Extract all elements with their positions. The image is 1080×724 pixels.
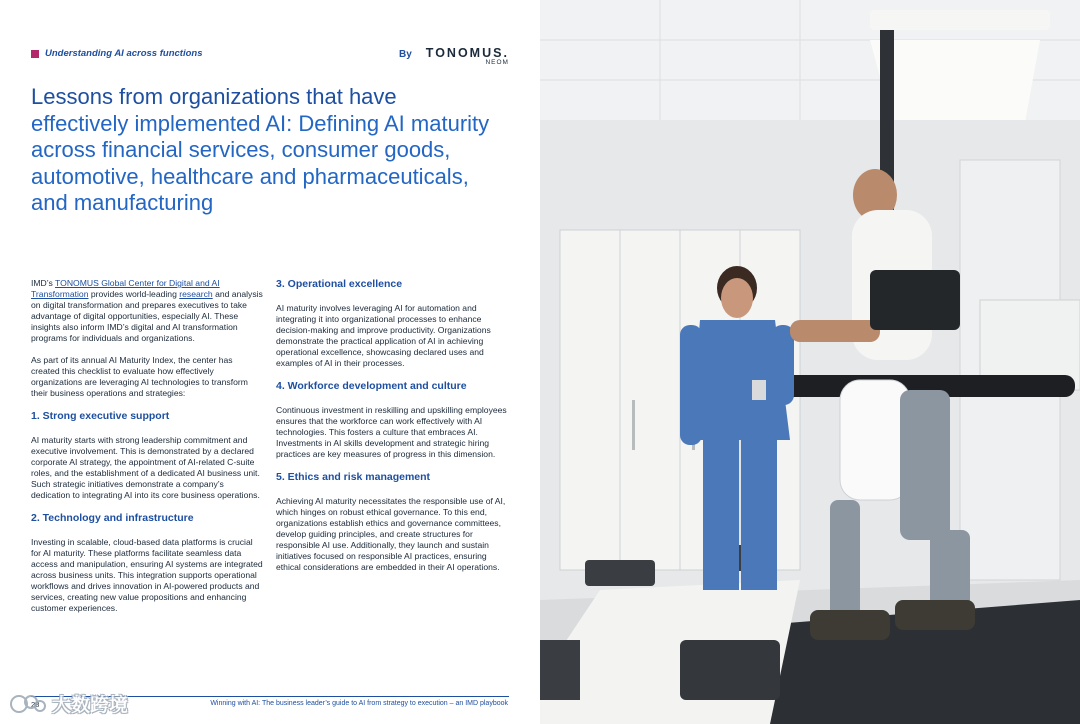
- page-number: 28: [31, 700, 40, 709]
- watermark-text: 大数跨境: [52, 695, 129, 716]
- photo-illustration: [540, 0, 1080, 724]
- section-heading-5: 5. Ethics and risk management: [276, 471, 431, 483]
- section-tag: [31, 48, 202, 59]
- brand-block: [399, 46, 509, 66]
- column-left: [31, 278, 263, 625]
- intro-paragraph-2: As part of its annual AI Maturity Index, the center has created this checklist to evaluate how effectively organizations are leveraging AI technologies to transform their business operations and strategies:: [31, 355, 248, 398]
- watermark: [8, 690, 128, 717]
- by-label: By: [399, 49, 412, 60]
- section-heading-3: 3. Operational excellence: [276, 278, 403, 290]
- section-body-1: AI maturity starts with strong leadership commitment and executive involvement. This is demonstrated by a declared corporate AI strategy, the appointment of AI-related C-suite roles, and the establishment of a dedicated AI business unit. Such strategic initiatives demonstrate a company’s dedication to integrating AI into its core business operations.: [31, 435, 260, 500]
- intro-suffix: and analysis on digital transformation and prepares executives to take advantage of digital opportunities, especially AI. These insights also inform IMD’s digital and AI transformation programs for individuals and organizations.: [31, 289, 263, 343]
- center-link[interactable]: TONOMUS Global Center for Digital and AI Transformation: [31, 278, 220, 299]
- section-heading-1: 1. Strong executive support: [31, 410, 170, 422]
- section-body-2: Investing in scalable, cloud-based data platforms is crucial for AI maturity. These platforms facilitate seamless data access and manipulation, ensuring AI systems are integrated across business units. This integration supports operational workflows and drives innovation in AI-powered products and services, creating new value propositions and enhancing customer experiences.: [31, 537, 263, 613]
- research-link[interactable]: research: [179, 289, 213, 299]
- title-line-rest: effectively implemented AI: Defining AI maturity across financial services, consumer goods, automotive, healthcare and pharmaceuticals, and manufacturing: [31, 110, 490, 215]
- section-body-4: Continuous investment in reskilling and upskilling employees ensures that the workforce can work effectively with AI technologies. This fosters a culture that embraces AI. Investments in AI skills development and strategic hiring practices are key measures of progress in this dimension.: [276, 405, 507, 459]
- logo-main: TONOMUS.: [425, 46, 509, 60]
- section-heading-4: 4. Workforce development and culture: [276, 380, 467, 392]
- intro-paragraph: [31, 278, 263, 344]
- section-label: Understanding AI across functions: [45, 48, 203, 59]
- column-right: [276, 278, 508, 584]
- logo-sub: NEOM: [485, 59, 509, 66]
- title-line-first: Lessons from organizations that have: [31, 84, 397, 109]
- tonomus-logo: [426, 46, 509, 66]
- section-body-3: AI maturity involves leveraging AI for automation and integrating it into organizational processes to enhance decision-making and improve productivity. Organizations demonstrate the practical application of AI in achieving operational excellence, showcasing declared uses and examples of AI in their processes.: [276, 303, 491, 368]
- page-title: [31, 84, 511, 217]
- intro-middle: provides world-leading: [88, 289, 180, 299]
- watermark-logo-icon: [8, 693, 48, 715]
- rehab-photo: [540, 0, 1080, 724]
- footer-text: Winning with AI: The business leader’s guide to AI from strategy to execution – an IMD playbook: [210, 700, 508, 707]
- intro-prefix: IMD’s: [31, 278, 56, 288]
- section-body-5: Achieving AI maturity necessitates the responsible use of AI, which hinges on robust ethical governance. To this end, organizations establish ethics and governance committees, develop guiding principles, and create structures for responsible AI use. Additionally, they launch and sustain initiatives focused on responsible AI practices, ensuring ethical considerations are embedded in their AI operations.: [276, 496, 506, 572]
- section-marker-square: [31, 50, 39, 58]
- section-heading-2: 2. Technology and infrastructure: [31, 512, 194, 524]
